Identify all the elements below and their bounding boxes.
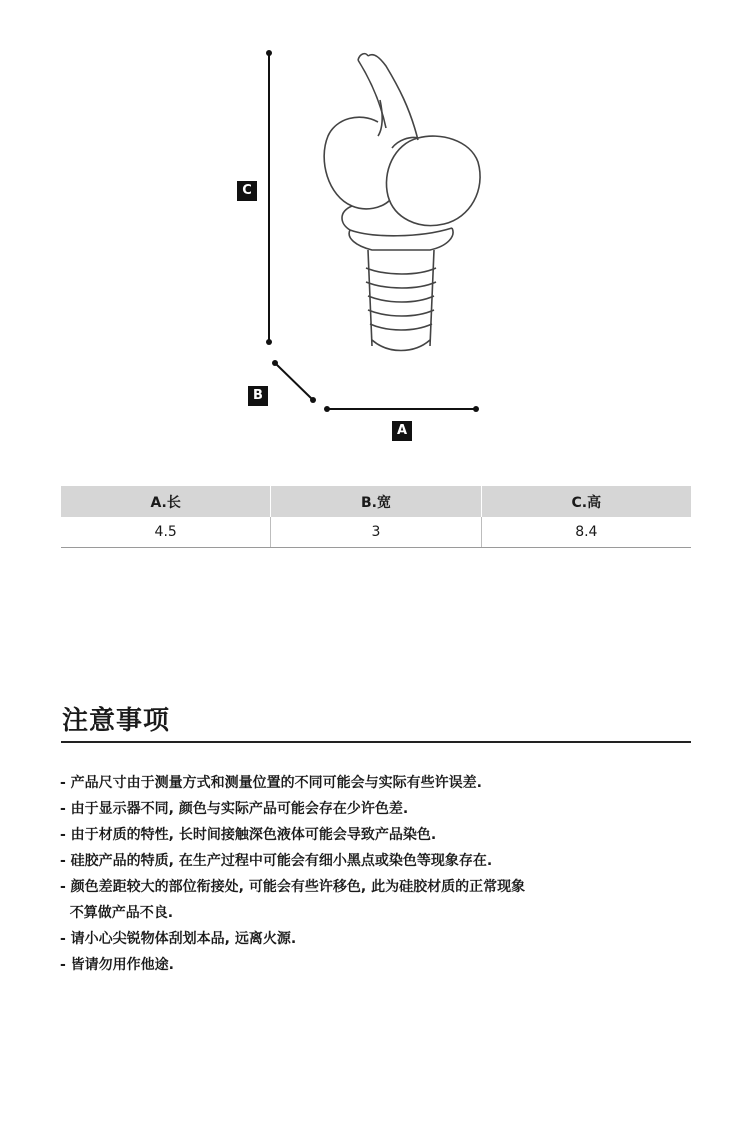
notice-divider xyxy=(61,741,691,743)
header-length: A.长 xyxy=(61,486,271,517)
spec-header-row xyxy=(61,486,691,517)
value-height: 8.4 xyxy=(481,517,691,548)
cherry-stopper-drawing xyxy=(0,0,750,460)
value-length: 4.5 xyxy=(61,517,271,548)
notice-item: - 产品尺寸由于测量方式和测量位置的不同可能会与实际有些许误差. xyxy=(60,775,483,791)
notice-item: - 硅胶产品的特质, 在生产过程中可能会有细小黑点或染色等现象存在. xyxy=(60,853,493,869)
header-width: B.宽 xyxy=(271,486,481,517)
notice-item: 不算做产品不良. xyxy=(60,905,174,921)
right-cherry xyxy=(386,136,480,225)
notice-list xyxy=(60,770,525,978)
value-width: 3 xyxy=(271,517,481,548)
size-spec-table xyxy=(61,486,691,548)
cherry-stem-tip xyxy=(358,54,368,60)
product-dimension-diagram xyxy=(0,0,750,460)
notice-item: - 由于显示器不同, 颜色与实际产品可能会存在少许色差. xyxy=(60,801,409,817)
notice-item: - 由于材质的特性, 长时间接触深色液体可能会导致产品染色. xyxy=(60,827,437,843)
notice-item: - 请小心尖锐物体刮划本品, 远离火源. xyxy=(60,931,297,947)
header-height: C.高 xyxy=(481,486,691,517)
dimension-label-c: C xyxy=(237,181,257,201)
dimension-label-a: A xyxy=(392,421,412,441)
notice-item: - 皆请勿用作他途. xyxy=(60,957,175,973)
cherry-stem xyxy=(368,55,418,140)
spec-value-row xyxy=(61,517,691,548)
notice-item: - 颜色差距较大的部位衔接处, 可能会有些许移色, 此为硅胶材质的正常现象 xyxy=(60,879,526,895)
notice-title: 注意事项 xyxy=(62,706,171,736)
dimension-label-b: B xyxy=(248,386,268,406)
width-dimension-line xyxy=(275,363,313,400)
